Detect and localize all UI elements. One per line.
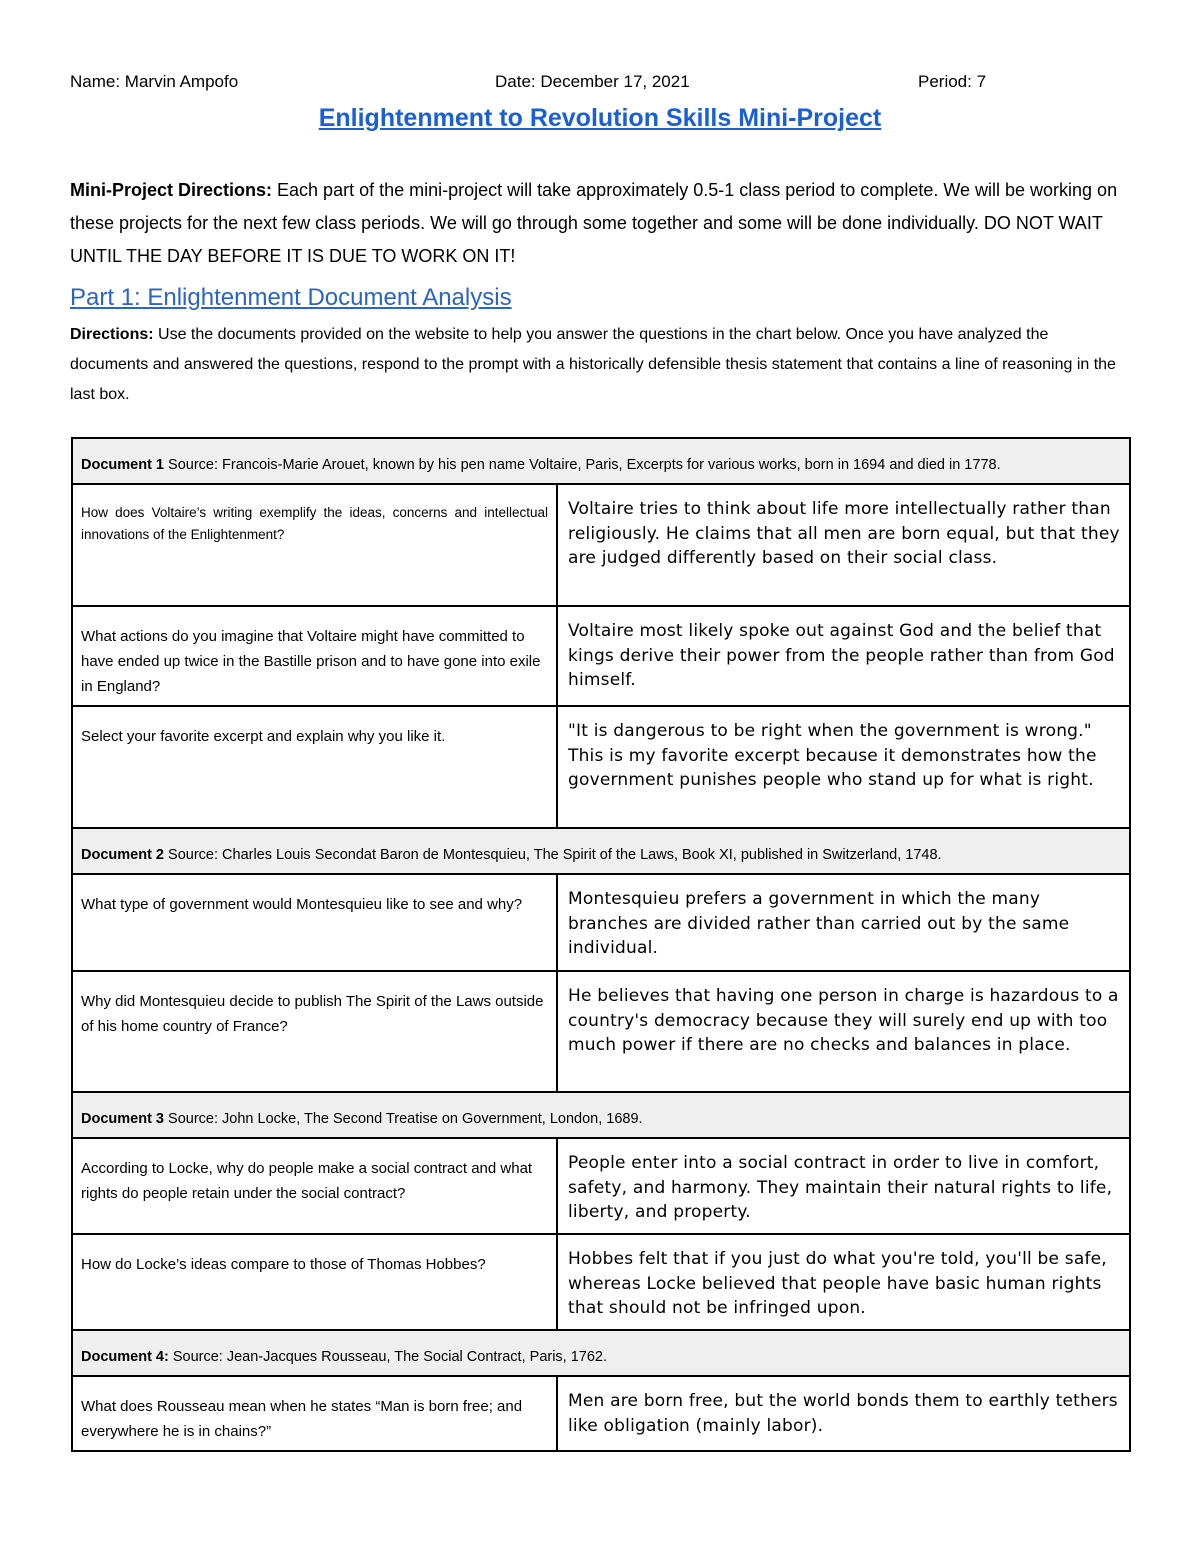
answer-cell[interactable]: He believes that having one person in charge is hazardous to a country's democracy because they will surely end up with too much power if there are no checks and balances in place. — [557, 971, 1130, 1092]
table-row — [72, 874, 1130, 971]
header-row — [70, 72, 1130, 98]
document-source: Source: Charles Louis Secondat Baron de Montesquieu, The Spirit of the Laws, Book XI, published in Switzerland, 1748. — [164, 847, 942, 863]
question-cell: How do Locke’s ideas compare to those of Thomas Hobbes? — [72, 1234, 557, 1330]
table-row — [72, 706, 1130, 828]
question-cell: What type of government would Montesquieu like to see and why? — [72, 874, 557, 971]
table-row — [72, 1138, 1130, 1234]
period-field: Period: 7 — [918, 72, 987, 91]
document-header-row — [72, 1092, 1130, 1138]
answer-cell[interactable]: "It is dangerous to be right when the government is wrong." This is my favorite excerpt because it demonstrates how the government punishes people who stand up for what is right. — [557, 706, 1130, 828]
part-1-directions-label: Directions: — [70, 326, 154, 343]
document-label: Document 4: — [81, 1349, 169, 1365]
document-1-header — [72, 438, 1130, 484]
document-label: Document 2 — [81, 847, 164, 863]
question-cell: What actions do you imagine that Voltaire might have committed to have ended up twice in the Bastille prison and to have gone into exile in England? — [72, 606, 557, 706]
part-1-directions-text: Use the documents provided on the website to help you answer the questions in the chart below. Once you have analyzed the documents and answered the questions, respond to the prompt with a historically defensible thesis statement that contains a line of reasoning in the last box. — [70, 326, 1116, 403]
mini-project-directions — [70, 174, 1130, 273]
question-cell: What does Rousseau mean when he states “Man is born free; and everywhere he is in chains?” — [72, 1376, 557, 1451]
question-cell: Why did Montesquieu decide to publish The Spirit of the Laws outside of his home country of France? — [72, 971, 557, 1092]
document-3-header — [72, 1092, 1130, 1138]
document-header-row — [72, 438, 1130, 484]
document-source: Source: Francois-Marie Arouet, known by his pen name Voltaire, Paris, Excerpts for various works, born in 1694 and died in 1778. — [164, 457, 1001, 473]
document-source: Source: Jean-Jacques Rousseau, The Social Contract, Paris, 1762. — [168, 1349, 608, 1365]
date-field: Date: December 17, 2021 — [495, 72, 690, 91]
question-cell: How does Voltaire’s writing exemplify the ideas, concerns and intellectual innovations of the Enlightenment? — [72, 484, 557, 606]
document-source: Source: John Locke, The Second Treatise on Government, London, 1689. — [164, 1111, 643, 1127]
answer-cell[interactable]: Voltaire tries to think about life more intellectually rather than religiously. He claims that all men are born equal, but that they are judged differently based on their social class. — [557, 484, 1130, 606]
answer-cell[interactable]: People enter into a social contract in order to live in comfort, safety, and harmony. They maintain their natural rights to life, liberty, and property. — [557, 1138, 1130, 1234]
document-2-header — [72, 828, 1130, 874]
table-row — [72, 1376, 1130, 1451]
table-row — [72, 606, 1130, 706]
directions-label: Mini-Project Directions: — [70, 180, 273, 200]
answer-cell[interactable]: Montesquieu prefers a government in which the many branches are divided rather than carried out by the same individual. — [557, 874, 1130, 971]
student-name: Name: Marvin Ampofo — [70, 72, 239, 91]
part-1-heading: Part 1: Enlightenment Document Analysis — [70, 284, 512, 311]
question-cell: According to Locke, why do people make a social contract and what rights do people retain under the social contract? — [72, 1138, 557, 1234]
document-label: Document 1 — [81, 457, 164, 473]
question-cell: Select your favorite excerpt and explain why you like it. — [72, 706, 557, 828]
page-title: Enlightenment to Revolution Skills Mini-Project — [318, 104, 882, 132]
document-4-header — [72, 1330, 1130, 1376]
document-analysis-table — [71, 437, 1131, 1452]
table-row — [72, 971, 1130, 1092]
answer-cell[interactable]: Men are born free, but the world bonds them to earthly tethers like obligation (mainly labor). — [557, 1376, 1130, 1451]
answer-cell[interactable]: Hobbes felt that if you just do what you're told, you'll be safe, whereas Locke believed that people have basic human rights that should not be infringed upon. — [557, 1234, 1130, 1330]
answer-cell[interactable]: Voltaire most likely spoke out against God and the belief that kings derive their power from the people rather than from God himself. — [557, 606, 1130, 706]
part-1-directions — [70, 320, 1130, 410]
directions-text: Each part of the mini-project will take approximately 0.5-1 class period to complete. We will be working on these projects for the next few class periods. We will go through some together and some will be done individually. DO NOT WAIT UNTIL THE DAY BEFORE IT IS DUE TO WORK ON IT! — [70, 180, 1118, 266]
document-header-row — [72, 1330, 1130, 1376]
table-row — [72, 484, 1130, 606]
table-row — [72, 1234, 1130, 1330]
document-label: Document 3 — [81, 1111, 164, 1127]
document-header-row — [72, 828, 1130, 874]
